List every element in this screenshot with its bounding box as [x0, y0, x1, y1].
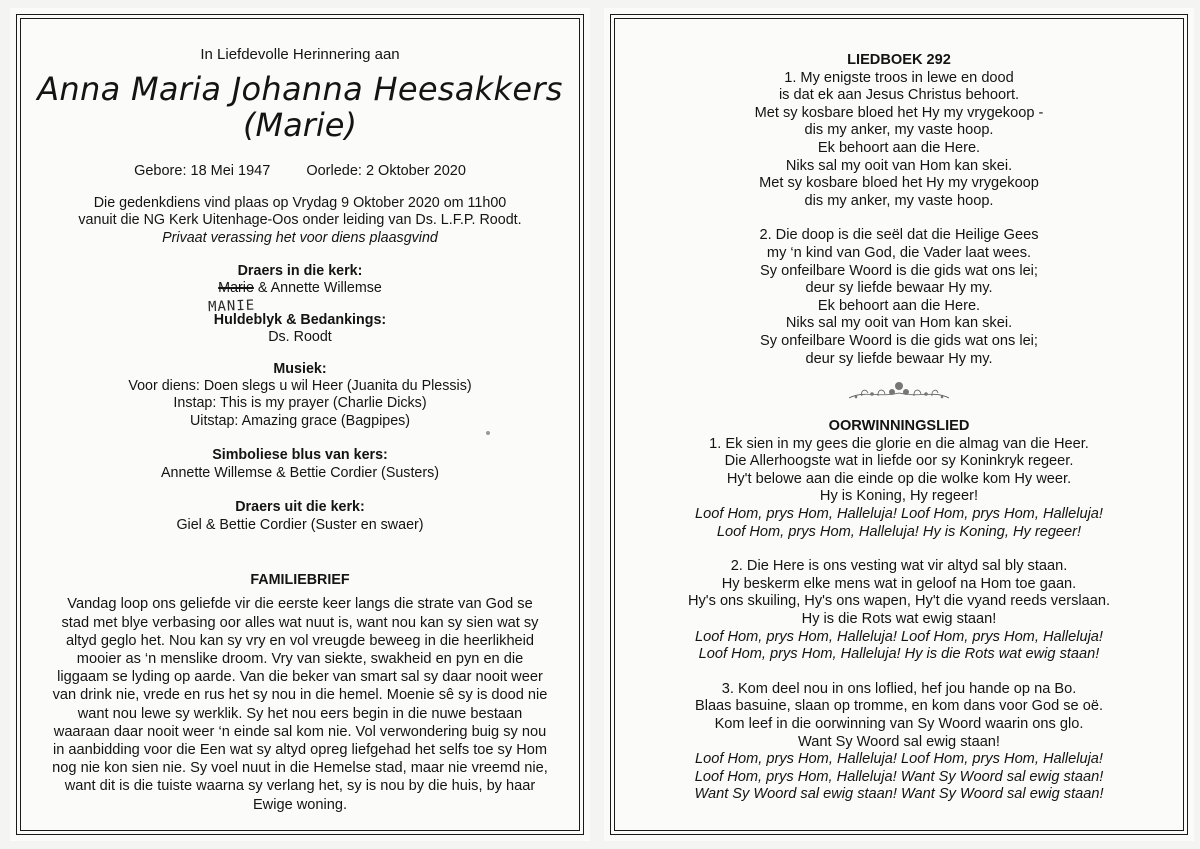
- birth-date: Gebore: 18 Mei 1947: [134, 163, 271, 180]
- hymn-line: dis my anker, my vaste hoop.: [804, 192, 994, 209]
- song-chorus-3: [626, 751, 1172, 804]
- letter-line: waaraan daar nooit weer ‘n einde sal kom nie. Vol verwondering buig sy nou: [53, 723, 547, 740]
- letter-line: want dit is die tuiste waarna sy verlang het, sy is nou by die huis, by haar: [64, 778, 536, 795]
- music-item: Voor diens: Doen slegs u wil Heer (Juanita du Plessis): [128, 378, 472, 395]
- letter-line: liggaam se lyding op aarde. Van die beker van smart sal sy daar nooit weer: [57, 669, 543, 686]
- chorus-line: Loof Hom, prys Hom, Halleluja! Hy is die Rots wat ewig staan!: [698, 646, 1100, 663]
- hymn-stanza-1: [626, 70, 1172, 211]
- tribute-section: [32, 312, 568, 347]
- candle-section: [32, 447, 568, 482]
- letter-line: in aanbidding voor die Een wat sy altyd opreg liefgehad het selfs toe sy Hom: [52, 741, 548, 758]
- tribute-name: Ds. Roodt: [268, 329, 332, 346]
- hymn-stanza-2: [626, 227, 1172, 368]
- hymn-line: Niks sal my ooit van Hom kan skei.: [785, 315, 1013, 332]
- hymn-line: deur sy liefde bewaar Hy my.: [805, 350, 993, 367]
- pallbearers-in-heading: Draers in die kerk:: [237, 263, 363, 280]
- chorus-line: Loof Hom, prys Hom, Halleluja! Loof Hom, prys Hom, Halleluja!: [695, 506, 1103, 523]
- handwritten-correction: MANIE: [207, 297, 256, 316]
- song-chorus-2: [626, 629, 1172, 664]
- pallbearers-in-rest: & Annette Willemse: [253, 280, 382, 297]
- deceased-name: Anna Maria Johanna Heesakkers: [37, 70, 563, 109]
- letter-line: nog nie kon sien nie. Sy voel nuut in die Hemelse stad, maar nie vreemd nie,: [52, 760, 548, 777]
- left-content: [32, 28, 568, 821]
- hymn-title: LIEDBOEK 292: [847, 52, 951, 68]
- candle-heading: Simboliese blus van kers:: [212, 447, 388, 464]
- service-details: [32, 195, 568, 247]
- family-letter: [32, 572, 568, 814]
- song-verse-3: [626, 681, 1172, 751]
- song-title: OORWINNINGSLIED: [828, 418, 970, 435]
- song-line: Kom leef in die oorwinning van Sy Woord waarin ons glo.: [714, 716, 1084, 732]
- song-chorus-1: [626, 506, 1172, 541]
- letter-line: Vandag loop ons geliefde vir die eerste keer langs die strate van God se: [67, 596, 533, 613]
- struck-name: Marie: [218, 280, 254, 297]
- chorus-line: Want Sy Woord sal ewig staan! Want Sy Woord sal ewig staan!: [694, 786, 1104, 803]
- chorus-line: Loof Hom, prys Hom, Halleluja! Hy is Koning, Hy regeer!: [716, 523, 1082, 540]
- chorus-line: Loof Hom, prys Hom, Halleluja! Loof Hom, prys Hom, Halleluja!: [695, 628, 1103, 645]
- song-line: 3. Kom deel nou in ons loflied, hef jou hande op na Bo.: [721, 680, 1077, 697]
- song-line: 2. Die Here is ons vesting wat vir altyd sal bly staan.: [730, 558, 1068, 575]
- chorus-line: Loof Hom, prys Hom, Halleluja! Want Sy Woord sal ewig staan!: [694, 768, 1104, 785]
- hymn-line: is dat ek aan Jesus Christus behoort.: [778, 87, 1020, 104]
- music-heading: Musiek:: [273, 360, 327, 377]
- hymn-line: Met sy kosbare bloed het Hy my vrygekoop: [759, 175, 1039, 192]
- service-line: Die gedenkdiens vind plaas op Vrydag 9 Oktober 2020 om 11h00: [93, 194, 507, 211]
- floral-ornament-icon: [844, 376, 954, 406]
- hymn-line: Sy onfeilbare Woord is die gids wat ons lei;: [760, 262, 1038, 279]
- song-verse-1: [626, 436, 1172, 506]
- intro-text: In Liefdevolle Herinnering aan: [200, 46, 400, 63]
- hymn-line: Ek behoort aan die Here.: [817, 297, 981, 314]
- candle-names: Annette Willemse & Bettie Cordier (Susters): [160, 464, 440, 481]
- hymn-line: 2. Die doop is die seël dat die Heilige Gees: [759, 227, 1039, 244]
- hymn-line: 1. My enigste troos in lewe en dood: [784, 69, 1014, 86]
- pallbearers-out-heading: Draers uit die kerk:: [235, 499, 365, 516]
- music-section: [32, 361, 568, 431]
- pallbearers-out-section: [32, 499, 568, 534]
- letter-body: [32, 595, 568, 813]
- song-line: Die Allerhoogste wat in liefde oor sy Koninkryk regeer.: [724, 453, 1074, 470]
- dates-row: [32, 163, 568, 180]
- song-line: Hy's ons skuiling, Hy's ons wapen, Hy't die vyand reeds verslaan.: [687, 593, 1111, 610]
- hymn-line: dis my anker, my vaste hoop.: [804, 122, 994, 139]
- song-line: Hy't belowe aan die einde op die wolke kom Hy weer.: [726, 470, 1072, 487]
- hymn-line: Sy onfeilbare Woord is die gids wat ons lei;: [760, 332, 1038, 349]
- letter-line: altyd geglo het. Nou kan sy vry en vol vreugde beweeg in die heerlikheid: [65, 632, 535, 649]
- deceased-nickname: (Marie): [243, 106, 357, 145]
- pallbearers-in-section: [32, 263, 568, 316]
- chorus-line: Loof Hom, prys Hom, Halleluja! Loof Hom, prys Hom, Halleluja!: [695, 751, 1103, 768]
- song-line: Hy is die Rots wat ewig staan!: [801, 611, 997, 628]
- song-line: 1. Ek sien in my gees die glorie en die almag van die Heer.: [709, 435, 1089, 452]
- hymn-line: deur sy liefde bewaar Hy my.: [805, 280, 993, 297]
- song-verse-2: [626, 558, 1172, 628]
- song-line: Hy is Koning, Hy regeer!: [819, 488, 979, 505]
- music-item: Uitstap: Amazing grace (Bagpipes): [189, 412, 411, 429]
- hymn-line: Ek behoort aan die Here.: [817, 139, 981, 156]
- hymn-line: Niks sal my ooit van Hom kan skei.: [785, 157, 1013, 174]
- music-item: Instap: This is my prayer (Charlie Dicks): [173, 395, 427, 412]
- letter-line: want nou lewe sy werklik. Sy het nou eers begin in die nuwe bestaan: [77, 705, 523, 722]
- hymn-line: Met sy kosbare bloed het Hy my vrygekoop -: [754, 104, 1044, 121]
- cremation-note: Privaat verassing het voor diens plaasgvind: [162, 229, 438, 246]
- letter-line: mooier as ‘n menslike droom. Vry van siekte, swakheid en pyn en die: [76, 650, 524, 667]
- death-date: Oorlede: 2 Oktober 2020: [306, 163, 466, 180]
- letter-line: van drink nie, vrede en rus het sy nou in die hemel. Moenie sê sy is dood nie: [52, 687, 548, 704]
- left-page: [10, 8, 590, 841]
- letter-line: stad met blye verbasing oor alles wat nuut is, want nou kan sy sien wat sy: [61, 614, 539, 631]
- pallbearers-out-names: Giel & Bettie Cordier (Suster en swaer): [176, 516, 424, 533]
- right-page: [604, 8, 1194, 841]
- song-line: Blaas basuine, slaan op tromme, en kom dans voor God se oë.: [694, 698, 1104, 715]
- right-content: [626, 28, 1172, 821]
- song-line: Hy beskerm elke mens wat in geloof na Hom toe gaan.: [721, 575, 1077, 592]
- hymn-line: my ‘n kind van God, die Vader laat wees.: [766, 244, 1032, 261]
- letter-heading: FAMILIEBRIEF: [250, 571, 350, 588]
- song-line: Want Sy Woord sal ewig staan!: [798, 733, 1000, 750]
- tribute-heading: Huldeblyk & Bedankings:: [213, 311, 387, 328]
- service-line: vanuit die NG Kerk Uitenhage-Oos onder leiding van Ds. L.F.P. Roodt.: [78, 212, 522, 229]
- letter-line: Ewige woning.: [252, 796, 348, 813]
